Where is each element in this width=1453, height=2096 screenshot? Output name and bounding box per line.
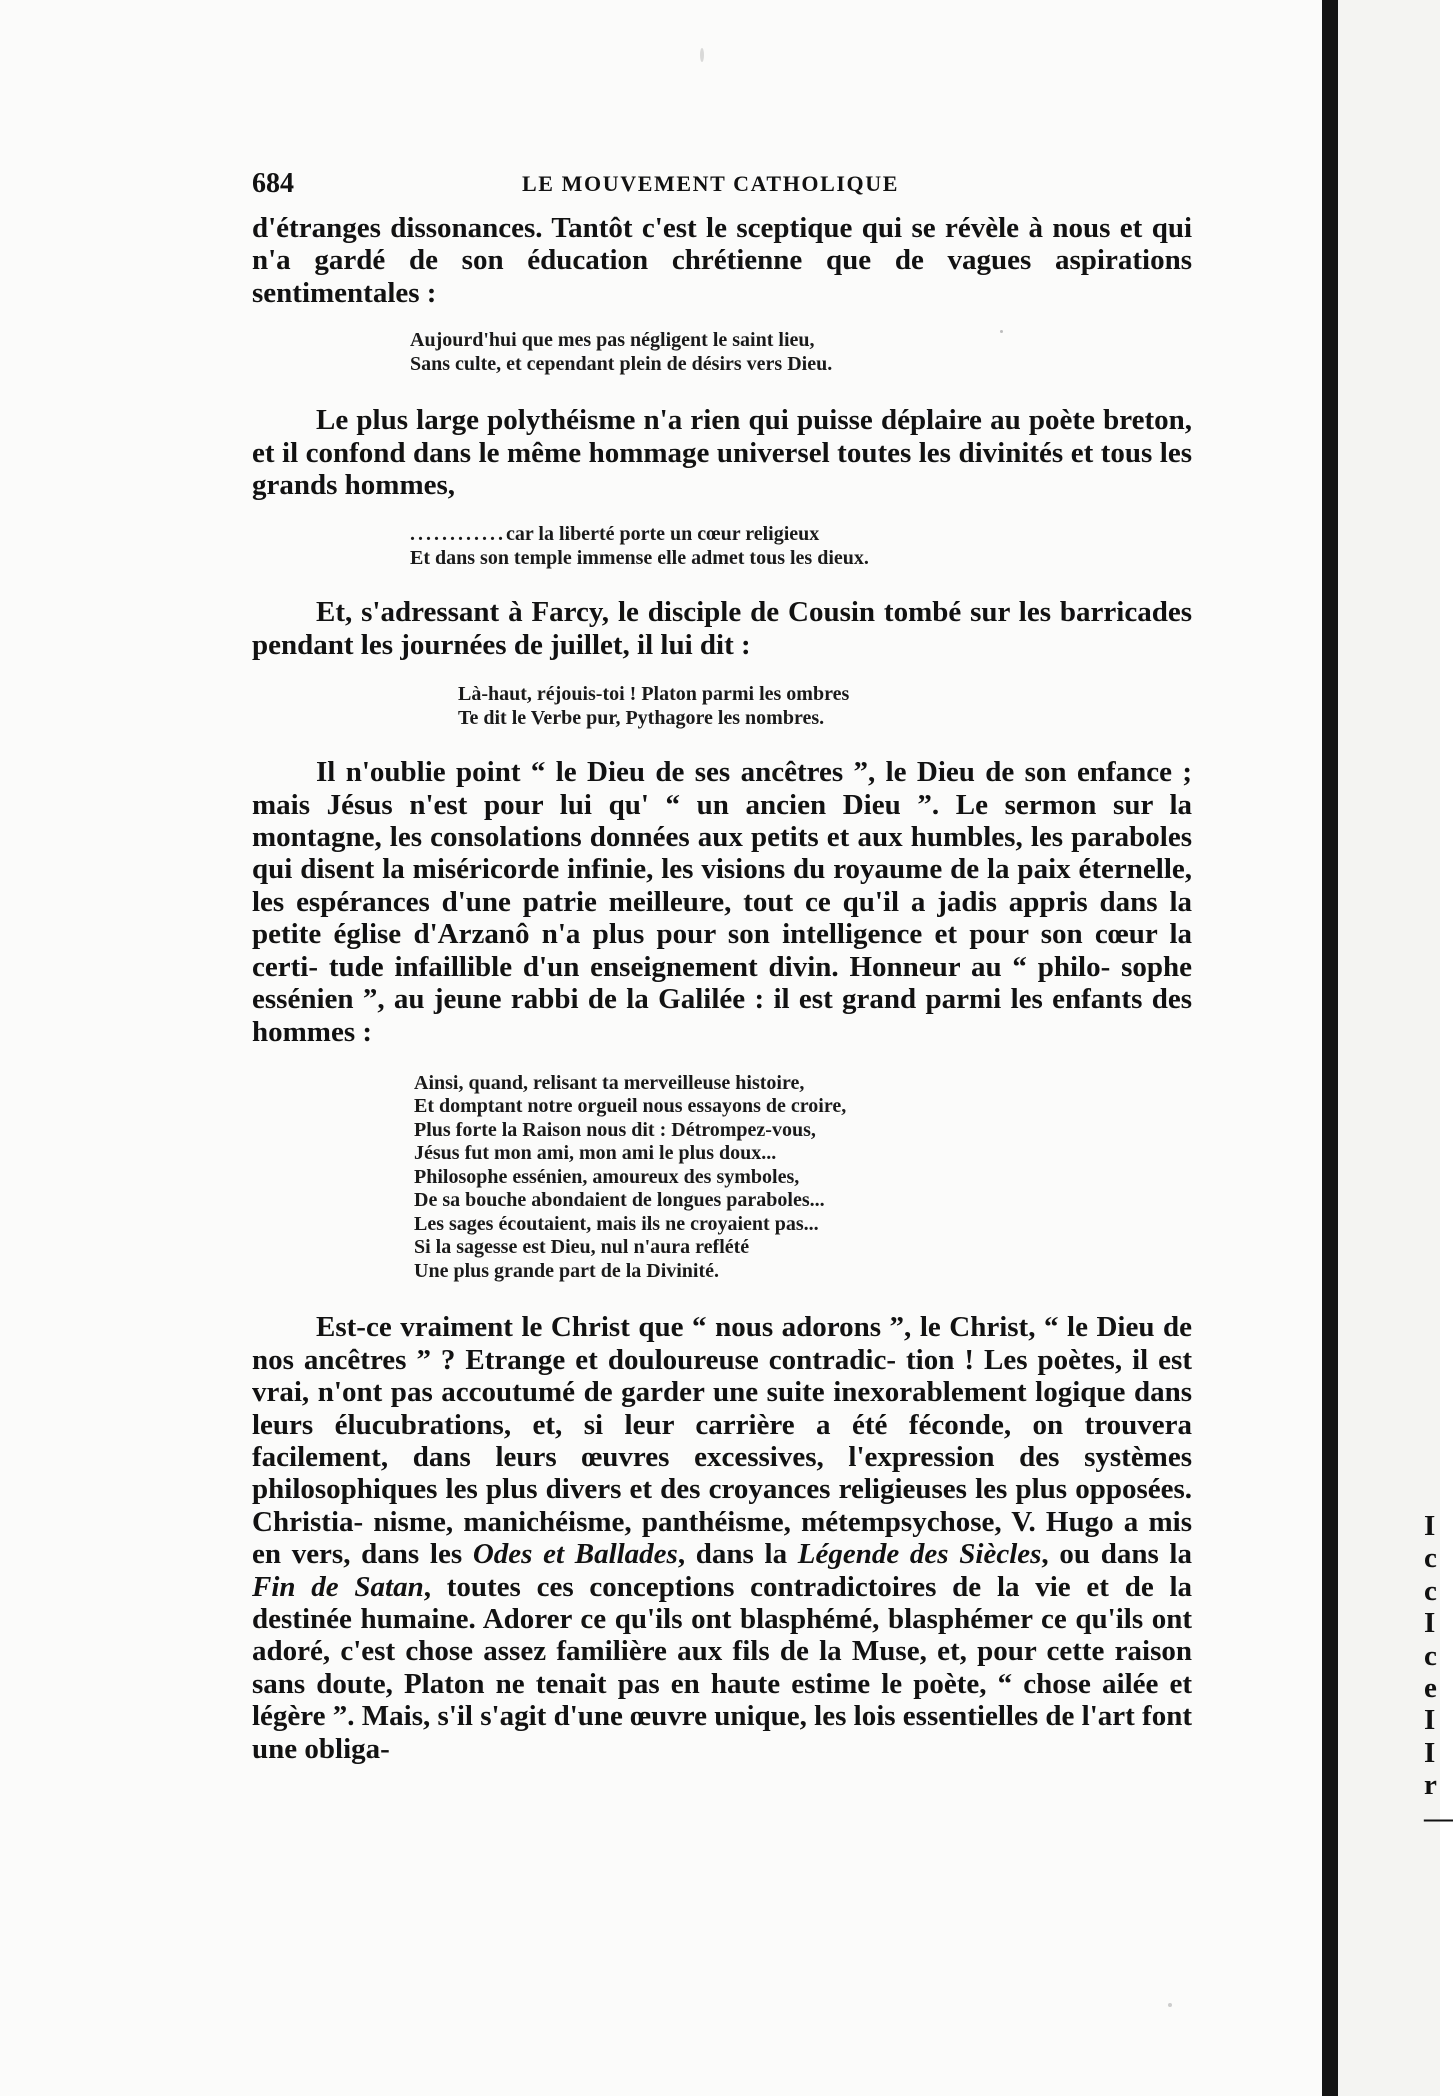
text-line: poète breton, et il confond dans le même hommage universel (252, 404, 1192, 469)
verse-line: Si la sagesse est Dieu, nul n'aura reflété (414, 1236, 750, 1259)
facing-page-letter: r (1424, 1769, 1437, 1802)
facing-page-fragments (1424, 1510, 1453, 1834)
facing-page-letter: I (1424, 1736, 1436, 1769)
text-line: nous et qui n'a gardé de son éducation chrétienne que de vagues (252, 212, 1193, 277)
book-page (252, 168, 1192, 1765)
verse-line: Là-haut, réjouis-toi ! Platon parmi les ombres (458, 683, 850, 706)
paragraph-1 (252, 212, 1192, 309)
verse-line: Et domptant notre orgueil nous essayons de croire, (414, 1095, 847, 1118)
verse-line: Ainsi, quand, relisant ta merveilleuse histoire, (414, 1071, 805, 1094)
book-gutter-shadow (1322, 0, 1338, 2096)
text-run: , ou (1041, 1538, 1090, 1571)
text-line: sermon sur la montagne, les consolations données aux petits et (252, 788, 1193, 854)
text-line: suite inexorablement logique dans leurs élucubrations, et, si leur (252, 1376, 1192, 1441)
page-number: 684 (252, 168, 294, 199)
verse-line: Philosophe essénien, amoureux des symboles, (414, 1165, 800, 1188)
work-title-odes-et-ballades: Odes et Ballades (472, 1538, 678, 1571)
text-line (252, 1538, 1090, 1570)
verse-quote-4 (414, 1072, 1192, 1284)
verse-quote-3 (458, 683, 1192, 730)
verse-line: Te dit le Verbe pur, Pythagore les nombres. (458, 706, 825, 729)
work-title-legende-des-siecles: Légende des Siècles (797, 1538, 1042, 1571)
verse-line (410, 523, 1192, 547)
ellipsis-dots: ............ (410, 523, 506, 546)
paragraph-4 (252, 756, 1192, 1048)
text-line: divers et des croyances religieuses les plus opposées. Christia- (252, 1473, 1193, 1538)
verse-line: Et dans son temple immense elle admet tous les dieux. (410, 546, 869, 569)
dust-speck (700, 48, 704, 62)
text-line: “ le Dieu de nos ancêtres ” ? Etrange et douloureuse contradic- (252, 1311, 1192, 1376)
verse-line: De sa bouche abondaient de longues paraboles... (414, 1189, 825, 1212)
text-line: carrière a été féconde, on trouvera facilement, dans leurs œuvres (252, 1408, 1192, 1474)
text-line: les enfants des hommes : (252, 983, 1192, 1048)
text-line: excessives, l'expression des systèmes philosophiques les plus (252, 1441, 1193, 1506)
facing-page-letter: I (1424, 1704, 1436, 1737)
facing-page-letter: c (1424, 1639, 1437, 1672)
text-line: d'Arzanô n'a plus pour son intelligence et pour son cœur la certi- (252, 918, 1193, 983)
text-run: dans la (1100, 1538, 1192, 1571)
facing-page-letter: e (1424, 1672, 1437, 1705)
paragraph-3 (252, 596, 1192, 661)
text-line: Il n'oublie point “ le Dieu de ses ancêtres ”, le Dieu de son (316, 756, 1067, 789)
text-line: toutes les divinités et tous les grands hommes, (252, 436, 1193, 502)
text-line: barricades pendant les journées de juillet, il lui dit : (252, 596, 1192, 661)
text-line: sophe essénien ”, au jeune rabbi de la Galilée : il est grand parmi (252, 950, 1193, 1016)
text-line: Et, s'adressant à Farcy, le disciple de Cousin tombé sur les (316, 596, 1052, 629)
text-line: tude infaillible d'un enseignement divin. Honneur au “ philo- (328, 950, 1111, 983)
text-line: la vie et de la destinée humaine. Adorer ce qu'ils ont blasphémé, (252, 1570, 1193, 1636)
text-line: Est-ce vraiment le Christ que “ nous adorons ”, le Christ, (316, 1311, 1036, 1344)
verse-line: Plus forte la Raison nous dit : Détrompez-vous, (414, 1118, 816, 1141)
running-header (252, 168, 1192, 212)
text-line: aspirations sentimentales : (252, 244, 1192, 309)
text-line: Le plus large polythéisme n'a rien qui puisse déplaire au (316, 404, 1021, 437)
facing-page-letter: I (1424, 1607, 1436, 1640)
paragraph-2 (252, 404, 1192, 501)
text-line: enfance ; mais Jésus n'est pour lui qu' “ un ancien Dieu ”. Le (252, 756, 1192, 821)
verse-text: car la liberté porte un cœur religieux (506, 523, 820, 546)
text-line: nisme, manichéisme, panthéisme, métempsychose, V. Hugo a mis (373, 1505, 1193, 1538)
text-run: en vers, dans les (252, 1538, 473, 1571)
dust-speck (1168, 2003, 1172, 2007)
text-line: tion ! Les poètes, il est vrai, n'ont pas accoutumé de garder une (252, 1343, 1192, 1409)
paragraph-5 (252, 1311, 1192, 1765)
running-title: LE MOUVEMENT CATHOLIQUE (522, 171, 900, 196)
text-run: , toutes ces conceptions contradictoires de (423, 1570, 982, 1603)
text-line: de la Muse, et, pour cette raison sans doute, Platon ne tenait pas (252, 1635, 1193, 1700)
verse-quote-1 (410, 329, 1192, 376)
verse-line: Aujourd'hui que mes pas négligent le saint lieu, (410, 329, 815, 352)
facing-page-letter: I (1424, 1510, 1436, 1542)
text-line: en haute estime le poète, “ chose ailée et légère ”. Mais, s'il s'agit (252, 1667, 1193, 1733)
text-line: aux humbles, les paraboles qui disent la miséricorde infinie, les (252, 821, 1193, 886)
verse-line: Une plus grande part de la Divinité. (414, 1259, 720, 1282)
text-line: d'une œuvre unique, les lois essentielles de l'art font une obliga- (252, 1700, 1192, 1765)
text-line: patrie meilleure, tout ce qu'il a jadis appris dans la petite église (252, 885, 1193, 951)
facing-page-letter: c (1424, 1542, 1437, 1575)
text-line: d'étranges dissonances. Tantôt c'est le sceptique qui se révèle à (252, 212, 1043, 244)
text-run: , dans la (677, 1538, 798, 1571)
facing-page-letter: c (1424, 1574, 1437, 1607)
verse-line: Sans culte, et cependant plein de désirs vers Dieu. (410, 352, 833, 375)
verse-quote-2 (410, 523, 1192, 570)
text-line: visions du royaume de la paix éternelle, les espérances d'une (252, 853, 1193, 918)
work-title-fin-de-satan: Fin de Satan (252, 1570, 424, 1603)
verse-line: Les sages écoutaient, mais ils ne croyaient pas... (414, 1212, 819, 1235)
text-line: blasphémer ce qu'ils ont adoré, c'est chose assez familière aux fils (252, 1603, 1193, 1668)
facing-page-letter: — (1424, 1801, 1453, 1834)
verse-line: Jésus fut mon ami, mon ami le plus doux... (414, 1142, 777, 1165)
